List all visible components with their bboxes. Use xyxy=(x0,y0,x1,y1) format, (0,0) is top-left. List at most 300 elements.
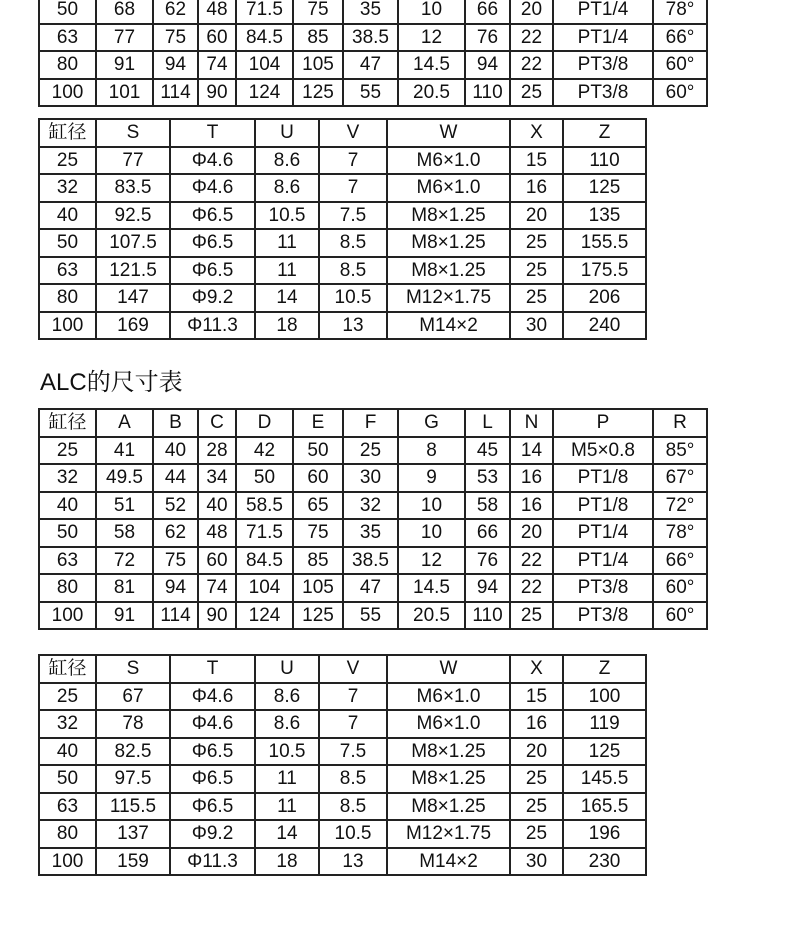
table-cell: 76 xyxy=(465,24,510,52)
table-cell: 66° xyxy=(653,24,707,52)
table-cell: 121.5 xyxy=(96,257,170,285)
table-cell: 10.5 xyxy=(319,820,387,848)
table-cell: 25 xyxy=(510,284,563,312)
table-cell: 14 xyxy=(510,437,553,465)
table-cell: 71.5 xyxy=(236,519,293,547)
header-row xyxy=(39,655,646,683)
table-cell: 8.6 xyxy=(255,683,319,711)
table-cell: Φ6.5 xyxy=(170,202,255,230)
table-cell: 100 xyxy=(39,79,96,107)
table-row xyxy=(39,492,707,520)
table-cell: 20.5 xyxy=(398,602,465,630)
table-cell: 22 xyxy=(510,24,553,52)
header-row xyxy=(39,409,707,437)
table-cell: Φ9.2 xyxy=(170,284,255,312)
table-cell: 32 xyxy=(343,492,398,520)
table-cell: 60° xyxy=(653,574,707,602)
table-row xyxy=(39,174,646,202)
table-cell: 66 xyxy=(465,519,510,547)
table-cell: M12×1.75 xyxy=(387,284,510,312)
table-row xyxy=(39,147,646,175)
table-cell: Φ6.5 xyxy=(170,257,255,285)
table-cell: 40 xyxy=(198,492,236,520)
table-cell: 25 xyxy=(510,257,563,285)
table-row xyxy=(39,257,646,285)
table-cell: 85 xyxy=(293,547,343,575)
column-header: A xyxy=(96,409,153,437)
column-header: T xyxy=(170,119,255,147)
table-cell: 10 xyxy=(398,519,465,547)
table-cell: 34 xyxy=(198,464,236,492)
table-cell: 12 xyxy=(398,24,465,52)
table-cell: 67° xyxy=(653,464,707,492)
table-cell: Φ6.5 xyxy=(170,229,255,257)
table-cell: 75 xyxy=(153,547,198,575)
table-cell: M8×1.25 xyxy=(387,765,510,793)
table-cell: 63 xyxy=(39,24,96,52)
table-cell: 25 xyxy=(510,820,563,848)
table-cell: 25 xyxy=(510,602,553,630)
table-cell: 18 xyxy=(255,312,319,340)
table-cell: 30 xyxy=(510,848,563,876)
table-cell: 60 xyxy=(198,24,236,52)
table-cell: 175.5 xyxy=(563,257,646,285)
table-row xyxy=(39,820,646,848)
table-cell: 48 xyxy=(198,519,236,547)
table-cell: PT1/8 xyxy=(553,464,653,492)
table-cell: 13 xyxy=(319,312,387,340)
table-cell: Φ11.3 xyxy=(170,312,255,340)
table-cell: 165.5 xyxy=(563,793,646,821)
table-cell: 28 xyxy=(198,437,236,465)
table-cell: 30 xyxy=(343,464,398,492)
table-cell: Φ4.6 xyxy=(170,710,255,738)
table-cell: 58.5 xyxy=(236,492,293,520)
table-cell: 38.5 xyxy=(343,547,398,575)
table-row xyxy=(39,202,646,230)
table-cell: 94 xyxy=(465,574,510,602)
table-cell: 80 xyxy=(39,574,96,602)
table-cell: 20 xyxy=(510,202,563,230)
column-header: X xyxy=(510,119,563,147)
table-cell: 11 xyxy=(255,257,319,285)
table-cell: 114 xyxy=(153,79,198,107)
table-cell: 7 xyxy=(319,683,387,711)
table-cell: M6×1.0 xyxy=(387,683,510,711)
column-header: W xyxy=(387,655,510,683)
table-cell: 7 xyxy=(319,710,387,738)
table-cell: 53 xyxy=(465,464,510,492)
table-header xyxy=(39,119,646,147)
table-cell: 9 xyxy=(398,464,465,492)
table-cell: M6×1.0 xyxy=(387,174,510,202)
column-header: L xyxy=(465,409,510,437)
table-cell: 25 xyxy=(510,79,553,107)
column-header: R xyxy=(653,409,707,437)
table-cell: 77 xyxy=(96,24,153,52)
table-cell: 52 xyxy=(153,492,198,520)
table-cell: 91 xyxy=(96,602,153,630)
table-cell: 196 xyxy=(563,820,646,848)
table-cell: 81 xyxy=(96,574,153,602)
table-cell: 8.6 xyxy=(255,710,319,738)
table-cell: 72 xyxy=(96,547,153,575)
table-cell: 20.5 xyxy=(398,79,465,107)
table-cell: 20 xyxy=(510,738,563,766)
table-cell: 60° xyxy=(653,79,707,107)
table-cell: 155.5 xyxy=(563,229,646,257)
column-header: E xyxy=(293,409,343,437)
table-cell: 84.5 xyxy=(236,547,293,575)
table-header xyxy=(39,655,646,683)
table-row xyxy=(39,0,707,24)
table-cell: 135 xyxy=(563,202,646,230)
column-header: B xyxy=(153,409,198,437)
table-cell: 75 xyxy=(293,0,343,24)
table-cell: 66° xyxy=(653,547,707,575)
table-row xyxy=(39,793,646,821)
table-cell: 80 xyxy=(39,820,96,848)
table-cell: 62 xyxy=(153,519,198,547)
table-cell: 80 xyxy=(39,284,96,312)
column-header: S xyxy=(96,119,170,147)
table-cell: 25 xyxy=(39,147,96,175)
table-cell: 71.5 xyxy=(236,0,293,24)
table-cell: 206 xyxy=(563,284,646,312)
table-cell: 169 xyxy=(96,312,170,340)
table-cell: 77 xyxy=(96,147,170,175)
table-row xyxy=(39,519,707,547)
column-header: F xyxy=(343,409,398,437)
table-cell: 83.5 xyxy=(96,174,170,202)
table-cell: 8.6 xyxy=(255,147,319,175)
table-cell: 35 xyxy=(343,519,398,547)
table-cell: 40 xyxy=(39,202,96,230)
table-cell: 78° xyxy=(653,0,707,24)
table-cell: 74 xyxy=(198,574,236,602)
table-cell: 137 xyxy=(96,820,170,848)
table-cell: 147 xyxy=(96,284,170,312)
table-row xyxy=(39,284,646,312)
table-cell: PT1/4 xyxy=(553,0,653,24)
header-row xyxy=(39,119,646,147)
table-cell: 74 xyxy=(198,51,236,79)
table-cell: PT3/8 xyxy=(553,602,653,630)
table-cell: 25 xyxy=(39,683,96,711)
table-cell: 68 xyxy=(96,0,153,24)
table-cell: 14.5 xyxy=(398,51,465,79)
table-cell: 42 xyxy=(236,437,293,465)
table-body xyxy=(39,437,707,630)
table-cell: 14 xyxy=(255,820,319,848)
table-cell: M6×1.0 xyxy=(387,710,510,738)
column-header: S xyxy=(96,655,170,683)
table-row xyxy=(39,574,707,602)
table-cell: PT3/8 xyxy=(553,574,653,602)
table-cell: 50 xyxy=(39,765,96,793)
table-cell: M5×0.8 xyxy=(553,437,653,465)
table-cell: M8×1.25 xyxy=(387,738,510,766)
table-body xyxy=(39,0,707,106)
table-cell: 13 xyxy=(319,848,387,876)
table-cell: M14×2 xyxy=(387,312,510,340)
table-cell: 11 xyxy=(255,765,319,793)
table-cell: 110 xyxy=(465,602,510,630)
table-cell: 20 xyxy=(510,519,553,547)
table-cell: 100 xyxy=(39,312,96,340)
table-cell: 60 xyxy=(198,547,236,575)
table-cell: PT1/8 xyxy=(553,492,653,520)
table-cell: 41 xyxy=(96,437,153,465)
table-cell: 80 xyxy=(39,51,96,79)
table-row xyxy=(39,464,707,492)
table-cell: 125 xyxy=(293,602,343,630)
table-cell: 38.5 xyxy=(343,24,398,52)
table-cell: 115.5 xyxy=(96,793,170,821)
table-cell: 47 xyxy=(343,51,398,79)
table-row xyxy=(39,51,707,79)
table-cell: PT3/8 xyxy=(553,51,653,79)
table-cell: 100 xyxy=(39,602,96,630)
table-cell: 84.5 xyxy=(236,24,293,52)
table-cell: 76 xyxy=(465,547,510,575)
column-header: G xyxy=(398,409,465,437)
table-cell: 8.5 xyxy=(319,765,387,793)
table-cell: Φ6.5 xyxy=(170,793,255,821)
column-header: P xyxy=(553,409,653,437)
column-header: N xyxy=(510,409,553,437)
table-cell: 159 xyxy=(96,848,170,876)
table-cell: 45 xyxy=(465,437,510,465)
table-cell: PT1/4 xyxy=(553,519,653,547)
table-cell: 97.5 xyxy=(96,765,170,793)
table-cell: 60 xyxy=(293,464,343,492)
table-row xyxy=(39,738,646,766)
table-body xyxy=(39,147,646,340)
table-cell: 60° xyxy=(653,602,707,630)
table-cell: 20 xyxy=(510,0,553,24)
table-cell: 78 xyxy=(96,710,170,738)
table-cell: 16 xyxy=(510,710,563,738)
table-row xyxy=(39,312,646,340)
table-cell: 7 xyxy=(319,147,387,175)
table-cell: 94 xyxy=(153,574,198,602)
table-cell: PT3/8 xyxy=(553,79,653,107)
table-cell: 125 xyxy=(563,738,646,766)
table-cell: 7 xyxy=(319,174,387,202)
table-row xyxy=(39,710,646,738)
table-cell: 63 xyxy=(39,547,96,575)
table-cell: 58 xyxy=(96,519,153,547)
table-cell: 50 xyxy=(236,464,293,492)
table-cell: 47 xyxy=(343,574,398,602)
table-row xyxy=(39,24,707,52)
table-cell: 107.5 xyxy=(96,229,170,257)
table-cell: 30 xyxy=(510,312,563,340)
table-cell: 104 xyxy=(236,574,293,602)
table-cell: 119 xyxy=(563,710,646,738)
table-dimensions-s-z-top xyxy=(38,118,647,340)
table-cell: 50 xyxy=(39,229,96,257)
table-cell: 10 xyxy=(398,492,465,520)
column-header: D xyxy=(236,409,293,437)
section-title-alc: ALC的尺寸表 xyxy=(40,369,183,396)
table-cell: 8.6 xyxy=(255,174,319,202)
table-cell: 145.5 xyxy=(563,765,646,793)
table-cell: 7.5 xyxy=(319,738,387,766)
table-cell: 90 xyxy=(198,79,236,107)
column-header: W xyxy=(387,119,510,147)
column-header: Z xyxy=(563,655,646,683)
table-cell: 60° xyxy=(653,51,707,79)
table-cell: M8×1.25 xyxy=(387,202,510,230)
table-cell: M8×1.25 xyxy=(387,793,510,821)
column-header: U xyxy=(255,655,319,683)
table-cell: 14 xyxy=(255,284,319,312)
table-cell: M8×1.25 xyxy=(387,257,510,285)
table-row xyxy=(39,547,707,575)
table-cell: 91 xyxy=(96,51,153,79)
column-header: 缸径 xyxy=(39,655,96,683)
column-header: C xyxy=(198,409,236,437)
table-cell: M6×1.0 xyxy=(387,147,510,175)
table-cell: 25 xyxy=(343,437,398,465)
table-row xyxy=(39,765,646,793)
table-row xyxy=(39,602,707,630)
table-cell: 90 xyxy=(198,602,236,630)
table-cell: 55 xyxy=(343,79,398,107)
table-dimensions-a-r-alc xyxy=(38,408,708,630)
table-cell: 32 xyxy=(39,710,96,738)
table-cell: 7.5 xyxy=(319,202,387,230)
table-cell: 8.5 xyxy=(319,257,387,285)
table-cell: 32 xyxy=(39,174,96,202)
table-cell: 8.5 xyxy=(319,793,387,821)
table-row xyxy=(39,683,646,711)
table-cell: 25 xyxy=(39,437,96,465)
column-header: V xyxy=(319,655,387,683)
table-cell: 25 xyxy=(510,793,563,821)
table-cell: 100 xyxy=(563,683,646,711)
table-cell: M8×1.25 xyxy=(387,229,510,257)
table-cell: 58 xyxy=(465,492,510,520)
column-header: T xyxy=(170,655,255,683)
table-cell: 55 xyxy=(343,602,398,630)
table-cell: Φ4.6 xyxy=(170,683,255,711)
table-cell: 105 xyxy=(293,51,343,79)
table-cell: 15 xyxy=(510,147,563,175)
table-cell: 16 xyxy=(510,492,553,520)
table-cell: 35 xyxy=(343,0,398,24)
table-cell: PT1/4 xyxy=(553,547,653,575)
table-cell: 22 xyxy=(510,51,553,79)
table-cell: Φ4.6 xyxy=(170,147,255,175)
table-cell: 125 xyxy=(563,174,646,202)
table-cell: 104 xyxy=(236,51,293,79)
table-cell: 230 xyxy=(563,848,646,876)
table-cell: 110 xyxy=(563,147,646,175)
table-cell: Φ11.3 xyxy=(170,848,255,876)
table-cell: 10.5 xyxy=(255,738,319,766)
table-cell: 72° xyxy=(653,492,707,520)
table-body xyxy=(39,683,646,876)
table-cell: Φ9.2 xyxy=(170,820,255,848)
table-cell: 66 xyxy=(465,0,510,24)
table-cell: 40 xyxy=(39,492,96,520)
table-cell: 63 xyxy=(39,257,96,285)
table-cell: 124 xyxy=(236,79,293,107)
column-header: V xyxy=(319,119,387,147)
table-cell: 105 xyxy=(293,574,343,602)
table-dimensions-s-z-alc xyxy=(38,654,647,876)
table-cell: Φ4.6 xyxy=(170,174,255,202)
table-cell: 125 xyxy=(293,79,343,107)
table-cell: 51 xyxy=(96,492,153,520)
table-cell: 67 xyxy=(96,683,170,711)
table-cell: 82.5 xyxy=(96,738,170,766)
table-cell: 16 xyxy=(510,174,563,202)
table-cell: 22 xyxy=(510,574,553,602)
table-cell: 100 xyxy=(39,848,96,876)
table-cell: 10 xyxy=(398,0,465,24)
table-cell: 18 xyxy=(255,848,319,876)
table-cell: 50 xyxy=(293,437,343,465)
table-row xyxy=(39,79,707,107)
table-cell: 65 xyxy=(293,492,343,520)
table-cell: 75 xyxy=(293,519,343,547)
column-header: X xyxy=(510,655,563,683)
table-cell: 50 xyxy=(39,519,96,547)
table-row xyxy=(39,437,707,465)
table-cell: 94 xyxy=(153,51,198,79)
table-dimensions-a-r-top xyxy=(38,0,708,107)
table-cell: 63 xyxy=(39,793,96,821)
table-cell: 25 xyxy=(510,229,563,257)
table-cell: PT1/4 xyxy=(553,24,653,52)
table-cell: 78° xyxy=(653,519,707,547)
table-cell: 12 xyxy=(398,547,465,575)
table-cell: 101 xyxy=(96,79,153,107)
table-cell: 11 xyxy=(255,793,319,821)
table-cell: 11 xyxy=(255,229,319,257)
table-cell: 32 xyxy=(39,464,96,492)
table-cell: 50 xyxy=(39,0,96,24)
table-cell: 40 xyxy=(153,437,198,465)
table-cell: 75 xyxy=(153,24,198,52)
table-cell: 10.5 xyxy=(255,202,319,230)
table-cell: Φ6.5 xyxy=(170,765,255,793)
table-cell: 85 xyxy=(293,24,343,52)
column-header: 缸径 xyxy=(39,119,96,147)
table-cell: 10.5 xyxy=(319,284,387,312)
table-cell: 49.5 xyxy=(96,464,153,492)
table-row xyxy=(39,229,646,257)
table-cell: 110 xyxy=(465,79,510,107)
column-header: 缸径 xyxy=(39,409,96,437)
table-row xyxy=(39,848,646,876)
table-header xyxy=(39,409,707,437)
table-cell: 94 xyxy=(465,51,510,79)
table-cell: 40 xyxy=(39,738,96,766)
table-cell: 16 xyxy=(510,464,553,492)
table-cell: 48 xyxy=(198,0,236,24)
table-cell: 92.5 xyxy=(96,202,170,230)
table-cell: 25 xyxy=(510,765,563,793)
table-cell: 14.5 xyxy=(398,574,465,602)
table-cell: Φ6.5 xyxy=(170,738,255,766)
table-cell: 124 xyxy=(236,602,293,630)
table-cell: 22 xyxy=(510,547,553,575)
